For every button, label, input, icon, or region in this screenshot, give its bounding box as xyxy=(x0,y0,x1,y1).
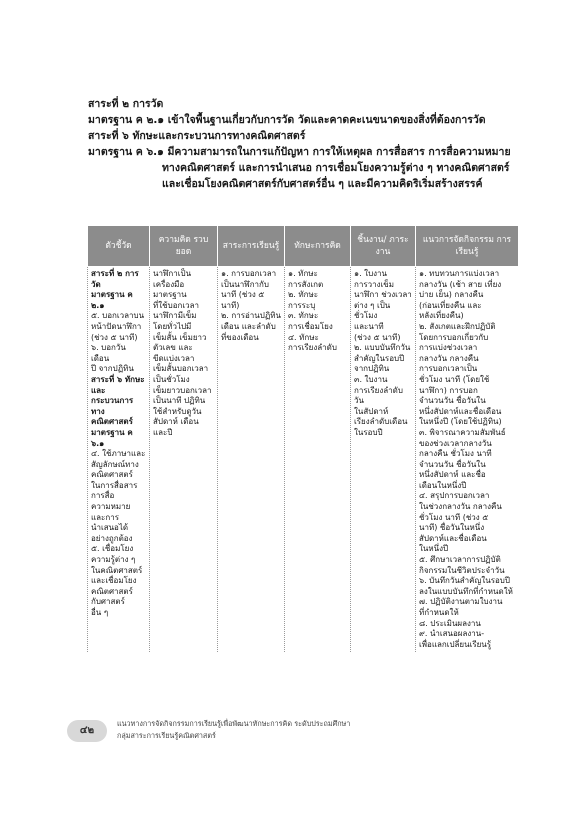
cell-line: ปี จากปฏิทิน xyxy=(91,364,134,374)
header-indicator: ตัวชี้วัด xyxy=(88,226,150,267)
page-footer xyxy=(0,700,587,800)
curriculum-table xyxy=(87,225,518,652)
cell-line: คณิตศาสตร์ xyxy=(91,470,133,480)
cell-line: มาตรฐาน ค ๒.๑ xyxy=(91,290,133,310)
cell-line: ๔. ทักษะ xyxy=(288,332,319,342)
cell-line: กลางวัน กลางคืน xyxy=(419,353,479,363)
cell-line: ๓. ทักษะ xyxy=(288,311,319,321)
cell-line: (ช่วง ๕ นาที) xyxy=(91,332,138,342)
strand-2-title: สาระที่ ๒ การวัด xyxy=(88,98,164,110)
cell-line: สัปดาห์และชื่อเดือน xyxy=(419,533,487,543)
cell-line: นาฬิกามีเข็ม xyxy=(153,311,197,321)
header-activity: แนวการจัดกิจกรรม การเรียนรู้ xyxy=(416,226,519,267)
cell-line: ของช่วงเวลากลางวัน xyxy=(419,438,492,448)
cell-line: ในคณิตศาสตร์ xyxy=(91,565,143,575)
cell-concept xyxy=(150,267,218,653)
cell-line: อื่น ๆ xyxy=(91,608,109,617)
cell-line: กลางคืน ชั่วโมง นาที xyxy=(419,449,492,459)
cell-line: สัปดาห์ เดือน xyxy=(153,417,199,427)
cell-line: ความหมาย xyxy=(91,502,131,512)
cell-line: เดือนในหนึ่งปี xyxy=(419,480,467,490)
cell-task xyxy=(351,267,416,653)
cell-line: การสังเกต xyxy=(288,279,324,289)
cell-line: ๔. ใช้ภาษาและ xyxy=(91,449,146,459)
cell-line: ตัวเลข และ xyxy=(153,343,193,353)
cell-line: ที่ของเดือน xyxy=(221,332,259,342)
cell-activity xyxy=(416,267,519,653)
cell-line: ๓. ใบงาน xyxy=(354,374,388,384)
cell-line: การวางเข็ม xyxy=(354,279,394,289)
cell-line: ๒. สังเกตและฝึกปฏิบัติ xyxy=(419,321,496,331)
cell-line: กลางวัน (เช้า สาย เที่ยง xyxy=(419,279,502,289)
strand-6-title: สาระที่ ๖ ทักษะและกระบวนการทางคณิตศาสตร์ xyxy=(88,130,306,142)
cell-line: มาตรฐาน ค ๖.๑ xyxy=(91,427,133,448)
cell-line: การสื่อ xyxy=(91,491,115,501)
cell-line: ๕. บอกเวลาบน xyxy=(91,311,145,321)
cell-line: ๑. ใบงาน xyxy=(354,269,388,278)
cell-line: ในรอบปี xyxy=(354,427,383,437)
cell-line: โดยทั่วไปมี xyxy=(153,321,192,331)
footer-subject: กลุ่มสาระการเรียนรู้คณิตศาสตร์ xyxy=(117,731,216,740)
cell-indicators xyxy=(88,267,150,653)
cell-line: ชั่วโมง นาที (ช่วง ๕ xyxy=(419,512,489,522)
cell-line: และกระบวนการ xyxy=(91,385,134,406)
cell-line: ๗. ปฏิบัติงานตามใบงาน xyxy=(419,597,503,607)
cell-line: ๒. ทักษะ xyxy=(288,290,319,300)
cell-line: นาฬิกา ช่วงเวลา xyxy=(354,290,412,300)
cell-line: สาระที่ ๒ การวัด xyxy=(91,269,139,289)
cell-line: การเรียงลำดับ xyxy=(288,343,337,353)
cell-line: ในหนึ่งปี (โดยใช้ปฏิทิน) xyxy=(419,417,502,427)
cell-line: เป็นนาฬิกากับ xyxy=(221,279,269,289)
cell-line: การบอกเวลาเป็น xyxy=(419,364,478,374)
cell-line: เข็มยาวบอกเวลา xyxy=(153,385,212,395)
standard-2-1: มาตรฐาน ค ๒.๑ เข้าใจพื้นฐานเกี่ยวกับการวัด วัดและคาดคะเนขนาดของสิ่งที่ต้องการวัด xyxy=(88,114,486,126)
table-row xyxy=(88,267,519,653)
cell-line: จำนวนวัน ชื่อวันใน xyxy=(419,396,486,406)
cell-line: (ช่วง ๕ นาที) xyxy=(354,332,401,342)
cell-line: ๖. บันทึกวันสำคัญในรอบปี xyxy=(419,576,510,586)
cell-line: ลงในแบบบันทึกที่กำหนดให้ xyxy=(419,586,513,596)
cell-line: ๕. เชื่อมโยง xyxy=(91,544,134,554)
cell-line: นาที (ช่วง ๕ นาที) xyxy=(221,290,265,310)
cell-line: เข็มสั้นบอกเวลา xyxy=(153,364,209,374)
header-concept: ความคิด รวบยอด xyxy=(150,226,218,267)
cell-line: ต่าง ๆ เป็นชั่วโมง xyxy=(354,300,391,321)
page-number: ๔๒ xyxy=(67,720,107,742)
cell-line: สำคัญในรอบปี xyxy=(354,353,405,363)
cell-line: จากปฏิทิน xyxy=(354,364,390,374)
cell-line: สาระที่ ๖ ทักษะ xyxy=(91,374,145,384)
cell-line: ๑. ทักษะ xyxy=(288,269,318,278)
cell-line: ๑. การบอกเวลา xyxy=(221,269,277,278)
cell-line: ในช่วงกลางวัน กลางคืน xyxy=(419,502,502,512)
cell-line: เป็นชั่วโมง xyxy=(153,374,190,384)
cell-line: ขีดแบ่งเวลา xyxy=(153,353,195,363)
cell-line: อย่างถูกต้อง xyxy=(91,533,133,543)
cell-line: โดยการบอกเกี่ยวกับ xyxy=(419,332,489,342)
cell-line: และนาที xyxy=(354,321,384,331)
footer-book-title: แนวทางการจัดกิจกรรมการเรียนรู้เพื่อพัฒนาทักษะการคิด ระดับประถมศึกษา xyxy=(117,719,351,728)
cell-line: หลังเที่ยงคืน) xyxy=(419,311,464,321)
cell-line: เครื่องมือมาตรฐาน xyxy=(153,279,187,300)
cell-line: เพื่อแลกเปลี่ยนเรียนรู้ xyxy=(419,639,492,649)
cell-line: ๑. ทบทวนการแบ่งเวลา xyxy=(419,269,500,278)
cell-line: หนึ่งสัปดาห์ และชื่อ xyxy=(419,470,486,480)
cell-line: สัญลักษณ์ทาง xyxy=(91,459,139,469)
cell-line: จำนวนวัน ชื่อวันใน xyxy=(419,459,486,469)
cell-line: การเชื่อมโยง xyxy=(288,321,333,331)
header-thinking-skill: ทักษะการคิด xyxy=(285,226,351,267)
standard-6-1-line3: และเชื่อมโยงคณิตศาสตร์กับศาสตร์อื่น ๆ และมีความคิดริเริ่มสร้างสรรค์ xyxy=(162,178,483,190)
cell-line: ๔. สรุปการบอกเวลา xyxy=(419,491,490,501)
cell-line: เข็มสั้น เข็มยาว xyxy=(153,332,207,342)
cell-line: ในหนึ่งปี xyxy=(419,544,449,554)
cell-line: เป็นนาที ปฏิทิน xyxy=(153,396,206,406)
cell-line: กับศาสตร์ xyxy=(91,597,125,607)
cell-content xyxy=(218,267,285,653)
cell-thinking-skill xyxy=(285,267,351,653)
table-header-row xyxy=(88,226,519,267)
cell-line: และเชื่อมโยง xyxy=(91,576,137,586)
cell-line: ที่กำหนดให้ xyxy=(419,608,459,617)
cell-line: ๘. ประเมินผลงาน xyxy=(419,618,481,628)
cell-line: การเรียงลำดับวัน xyxy=(354,385,403,406)
header-content: สาระการเรียนรู้ xyxy=(218,226,285,267)
cell-line: และปี xyxy=(153,427,173,437)
heading-block xyxy=(88,96,518,192)
cell-line: ๙. นำเสนอผลงาน- xyxy=(419,629,485,639)
cell-line: ความรู้ต่าง ๆ xyxy=(91,555,136,565)
cell-line: กิจกรรมในชีวิตประจำวัน xyxy=(419,565,505,575)
cell-line: ๕. ศึกษาเวลาการปฏิบัติ xyxy=(419,555,501,565)
standard-6-1-line2: ทางคณิตศาสตร์ และการนำเสนอ การเชื่อมโยงความรู้ต่าง ๆ ทางคณิตศาสตร์ xyxy=(162,162,510,174)
cell-line: ในสัปดาห์ xyxy=(354,406,389,416)
cell-line: การระบุ xyxy=(288,300,316,310)
header-task: ชิ้นงาน/ ภาระงาน xyxy=(351,226,416,267)
cell-line: นาที) ชื่อวันในหนึ่ง xyxy=(419,523,485,533)
cell-line: นำเสนอได้ xyxy=(91,523,129,533)
cell-line: หนึ่งสัปดาห์และชื่อเดือน xyxy=(419,406,502,416)
cell-line: ชั่วโมง นาที (โดยใช้ xyxy=(419,374,490,384)
cell-line: หน้าปัดนาฬิกา xyxy=(91,321,142,331)
cell-line: (ก่อนเที่ยงคืน และ xyxy=(419,300,482,310)
cell-line: นาฬิกาเป็น xyxy=(153,269,192,278)
cell-line: คณิตศาสตร์ xyxy=(91,586,133,596)
cell-line: ๒. การอ่านปฏิทิน xyxy=(221,311,281,321)
cell-line: ทางคณิตศาสตร์ xyxy=(91,406,133,427)
cell-line: เรียงลำดับเดือน xyxy=(354,417,408,427)
cell-line: ใช้สำหรับดูวัน xyxy=(153,406,202,416)
cell-line: และการ xyxy=(91,512,119,522)
cell-line: ๓. พิจารณาความสัมพันธ์ xyxy=(419,427,506,437)
cell-line: การแบ่งช่วงเวลา xyxy=(419,343,478,353)
cell-line: บ่าย เย็น) กลางคืน xyxy=(419,290,484,300)
standard-6-1-line1: มาตรฐาน ค ๖.๑ มีความสามารถในการแก้ปัญหา การให้เหตุผล การสื่อสาร การสื่อความหมาย xyxy=(88,146,511,158)
cell-line: ๖. บอกวัน เดือน xyxy=(91,343,126,363)
cell-line: ในการสื่อสาร xyxy=(91,480,138,490)
cell-line: นาฬิกา) การบอก xyxy=(419,385,478,395)
cell-line: ที่ใช้บอกเวลา xyxy=(153,300,199,310)
cell-line: ๒. แบบบันทึกวัน xyxy=(354,343,411,353)
cell-line: เดือน และลำดับ xyxy=(221,321,276,331)
